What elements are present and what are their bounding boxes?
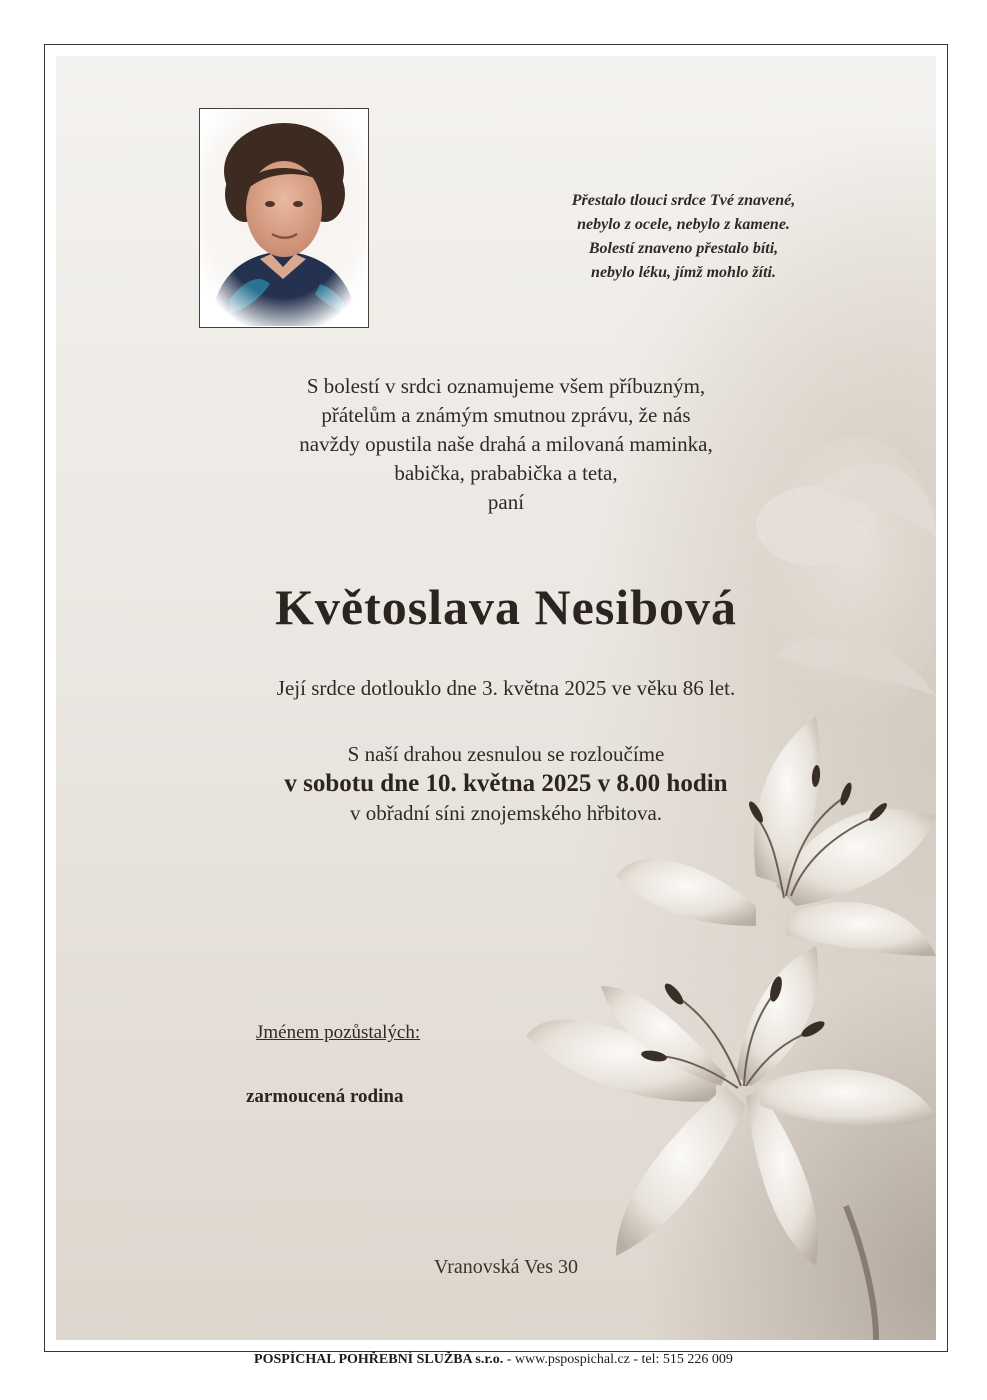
funeral-service-name: POSPÍCHAL POHŘEBNÍ SLUŽBA s.r.o.: [254, 1352, 504, 1367]
poem-line: nebylo léku, jímž mohlo žíti.: [591, 264, 776, 281]
funeral-service-footer: [0, 1352, 987, 1368]
death-date-line: Její srdce dotlouklo dne 3. května 2025 ve věku 86 let.: [276, 676, 736, 700]
funeral-location: v obřadní síni znojemského hřbitova.: [349, 801, 663, 825]
parte-sheet: [44, 44, 948, 1352]
family-signature: zarmoucená rodina: [246, 1086, 404, 1107]
memorial-poem: [516, 189, 851, 285]
funeral-date-time: v sobotu dne 10. května 2025 v 8.00 hodin: [284, 770, 728, 797]
funeral-intro: S naší drahou zesnulou se rozloučíme: [347, 742, 665, 766]
funeral-info: [156, 740, 856, 826]
poem-line: Přestalo tlouci srdce Tvé znavené,: [571, 192, 796, 209]
announcement-line: babička, prababička a teta,: [394, 461, 618, 485]
announcement-line: S bolestí v srdci oznamujeme všem příbuzným,: [306, 374, 706, 398]
announcement-line: přátelům a známým smutnou zprávu, že nás: [321, 403, 691, 427]
poem-line: nebylo z ocele, nebylo z kamene.: [577, 216, 790, 233]
announcement-line: paní: [487, 490, 525, 514]
funeral-service-contact: - www.pspospichal.cz - tel: 515 226 009: [503, 1352, 733, 1367]
poem-line: Bolestí znaveno přestalo bíti,: [588, 240, 779, 257]
on-behalf-label: Jménem pozůstalých:: [256, 1022, 421, 1043]
announcement-line: navždy opustila naše drahá a milovaná maminka,: [299, 432, 713, 456]
announcement-text: [206, 372, 806, 517]
parte-panel: [56, 56, 936, 1340]
deceased-name: Květoslava Nesibová: [274, 579, 738, 635]
portrait-photo: [199, 108, 369, 328]
address: Vranovská Ves 30: [434, 1256, 578, 1278]
